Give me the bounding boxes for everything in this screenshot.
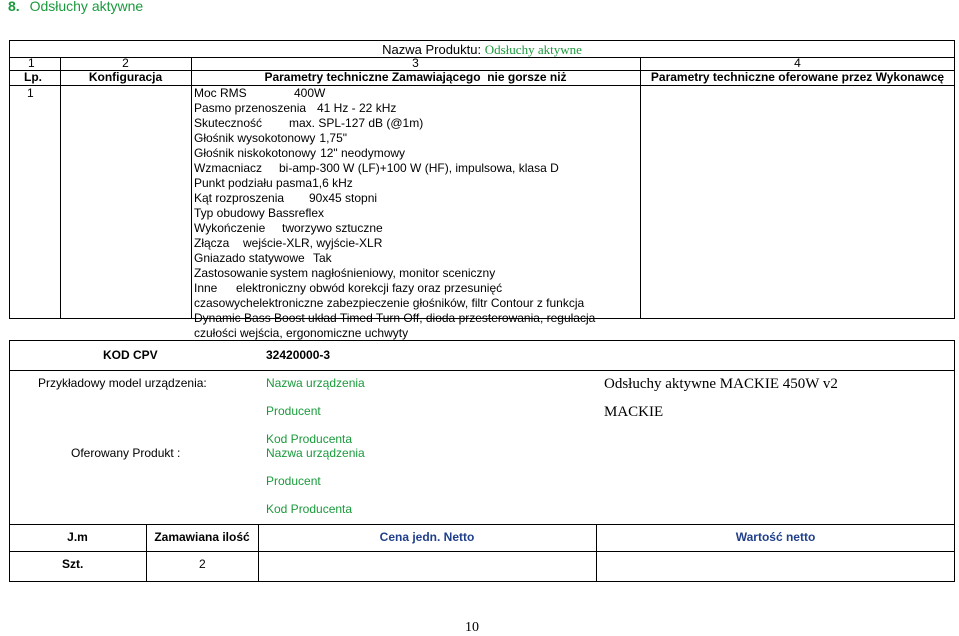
offered-device-name-field[interactable]: Nazwa urządzenia: [266, 446, 365, 460]
spec-key: Zastosowanie: [194, 266, 269, 280]
kod-cpv-label: KOD CPV: [103, 348, 158, 362]
spec-row: [194, 101, 595, 116]
header-parametry-zamawiajacego: Parametry techniczne Zamawiającego nie gorsze niż: [264, 70, 567, 84]
col-price-header: Cena jedn. Netto: [379, 530, 475, 544]
spec-key: Gniazado statywowe: [194, 251, 305, 265]
spec-value: system nagłośnieniowy, monitor sceniczny: [270, 266, 496, 280]
spec-key: Głośnik wysokotonowy: [194, 131, 316, 145]
header-konfiguracja: Konfiguracja: [88, 70, 163, 84]
header-lp: Lp.: [24, 70, 42, 84]
spec-value: wejście-XLR, wyjście-XLR: [243, 236, 383, 250]
spec-key: Inne: [194, 281, 218, 295]
col-number-2: 2: [122, 56, 129, 70]
spec-value: 41 Hz - 22 kHz: [317, 101, 397, 115]
col-number-3: 3: [412, 56, 419, 70]
spec-row: [194, 251, 595, 266]
spec-key: Skuteczność: [194, 116, 263, 130]
col-qty-header: Zamawiana ilość: [154, 530, 250, 544]
kod-cpv-value: 32420000-3: [266, 348, 331, 362]
qty-value: 2: [199, 557, 206, 571]
model-label: Przykładowy model urządzenia:: [38, 376, 207, 390]
spec-value: czasowychelektroniczne zabezpieczenie głośników, filtr Contour z funkcja: [194, 296, 585, 310]
spec-row: [194, 161, 595, 176]
spec-key: Kąt rozproszenia: [194, 191, 285, 205]
section-number: 8.: [8, 0, 20, 14]
spec-key: Głośnik niskokotonowy: [194, 146, 317, 160]
offered-producer-field[interactable]: Producent: [266, 474, 321, 488]
model-device-name-label: Nazwa urządzenia: [266, 376, 365, 390]
section-title: Odsłuchy aktywne: [29, 0, 144, 14]
spec-row: [194, 146, 595, 161]
spec-key: Moc RMS: [194, 86, 247, 100]
value-input-cell[interactable]: [596, 554, 955, 580]
spec-row: [194, 176, 595, 191]
spec-row: [194, 131, 595, 146]
spec-row: [194, 191, 595, 206]
spec-value: 1,6 kHz: [312, 176, 353, 190]
product-name-value: Odsłuchy aktywne: [484, 42, 582, 57]
spec-row: [194, 206, 595, 221]
spec-list: [194, 86, 595, 341]
spec-key: Typ obudowy: [194, 206, 265, 220]
spec-value: Dynamic Bass Boost układ Timed Turn Off, dioda przesterowania, regulacja: [194, 311, 596, 325]
spec-value: tworzywo sztuczne: [282, 221, 383, 235]
spec-value: Bassreflex: [268, 206, 325, 220]
spec-key: Punkt podziału pasma: [194, 176, 313, 190]
spec-key: Pasmo przenoszenia: [194, 101, 307, 115]
spec-key: Złącza: [194, 236, 230, 250]
spec-value: max. SPL-127 dB (@1m): [289, 116, 424, 130]
spec-value: czułości wejścia, ergonomiczne uchwyty: [194, 326, 409, 340]
spec-row: [194, 281, 595, 296]
spec-value: 400W: [294, 86, 326, 100]
spec-row: [194, 266, 595, 281]
model-name-value: Odsłuchy aktywne MACKIE 450W v2: [604, 376, 838, 392]
col-unit-header: J.m: [67, 530, 88, 544]
page-number: 10: [465, 620, 479, 635]
product-name-label: Nazwa Produktu:: [382, 42, 485, 57]
row-lp: 1: [27, 86, 34, 100]
price-input-cell[interactable]: [258, 554, 596, 580]
model-producer-value: MACKIE: [604, 404, 664, 420]
spec-row: [194, 311, 595, 326]
spec-value: bi-amp-300 W (LF)+100 W (HF), impulsowa, klasa D: [279, 161, 559, 175]
col-value-header: Wartość netto: [735, 530, 816, 544]
spec-value: 12" neodymowy: [320, 146, 406, 160]
unit-value: Szt.: [62, 557, 84, 571]
spec-row: [194, 296, 595, 311]
col-number-4: 4: [794, 56, 801, 70]
spec-value: 1,75": [319, 131, 348, 145]
header-parametry-wykonawcy: Parametry techniczne oferowane przez Wykonawcę: [650, 70, 945, 84]
spec-row: [194, 326, 595, 341]
spec-value: Tak: [313, 251, 332, 265]
spec-key: Wykończenie: [194, 221, 266, 235]
spec-row: [194, 236, 595, 251]
spec-row: [194, 116, 595, 131]
offered-producer-code-field[interactable]: Kod Producenta: [266, 502, 353, 516]
spec-value: elektroniczny obwód korekcji fazy oraz przesunięć: [236, 281, 503, 295]
spec-key: Wzmacniacz: [194, 161, 263, 175]
product-name-row: [9, 42, 955, 58]
spec-row: [194, 221, 595, 236]
section-heading: [8, 0, 143, 14]
model-producer-code-label: Kod Producenta: [266, 432, 353, 446]
offered-product-label: Oferowany Produkt :: [71, 446, 181, 460]
spec-value: 90x45 stopni: [309, 191, 378, 205]
col-number-1: 1: [28, 56, 35, 70]
model-producer-label: Producent: [266, 404, 321, 418]
spec-row: [194, 86, 595, 101]
